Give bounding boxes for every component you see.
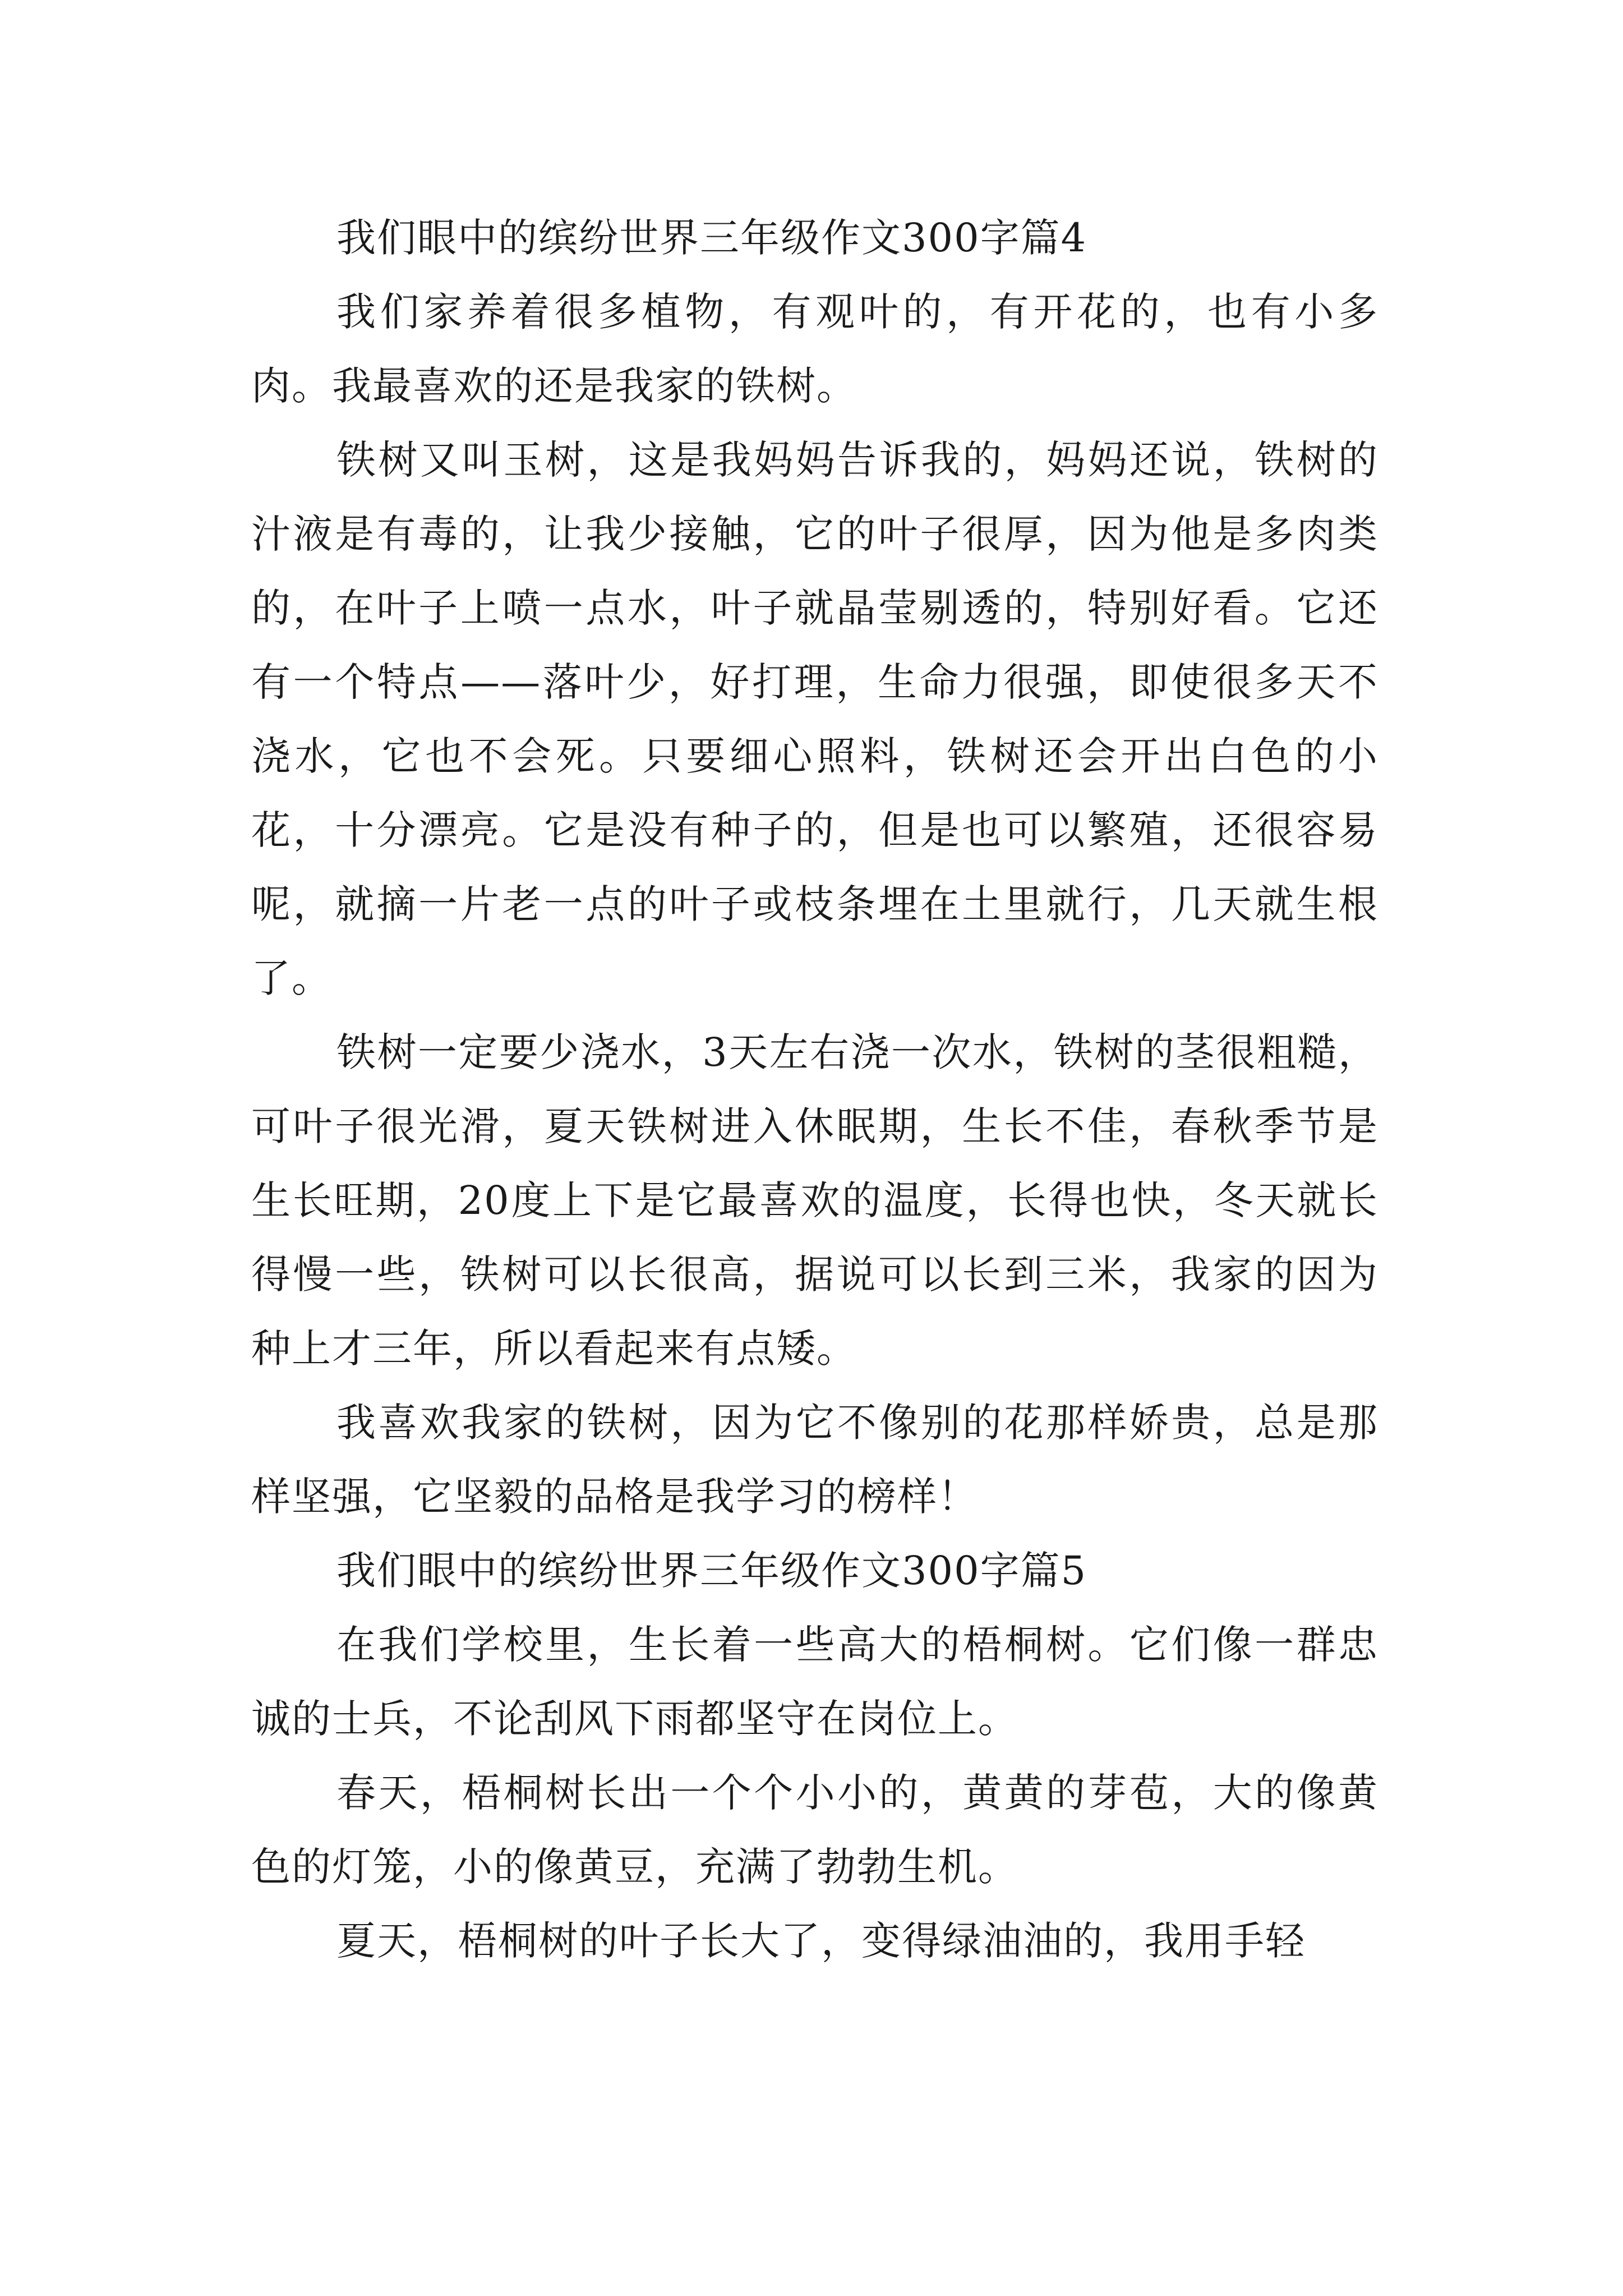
paragraph: 我喜欢我家的铁树，因为它不像别的花那样娇贵，总是那样坚强，它坚毅的品格是我学习的榜样！ xyxy=(251,1400,1378,1520)
paragraph: 铁树一定要少浇水，3天左右浇一次水，铁树的茎很粗糙，可叶子很光滑，夏天铁树进入休眠期，生长不佳，春秋季节是生长旺期，20度上下是它最喜欢的温度，长得也快，冬天就长得慢一些，铁树可以长很高，据说可以长到三米，我家的因为种上才三年，所以看起来有点矮。 xyxy=(251,1029,1378,1372)
paragraph: 我们家养着很多植物，有观叶的，有开花的，也有小多肉。我最喜欢的还是我家的铁树。 xyxy=(251,289,1378,409)
paragraph: 铁树又叫玉树，这是我妈妈告诉我的，妈妈还说，铁树的汁液是有毒的，让我少接触，它的叶子很厚，因为他是多肉类的，在叶子上喷一点水，叶子就晶莹剔透的，特别好看。它还有一个特点——落叶少，好打理，生命力很强，即使很多天不浇水，它也不会死。只要细心照料，铁树还会开出白色的小花，十分漂亮。它是没有种子的，但是也可以繁殖，还很容易呢，就摘一片老一点的叶子或枝条埋在土里就行，几天就生根了。 xyxy=(251,437,1378,1001)
paragraph: 夏天，梧桐树的叶子长大了，变得绿油油的，我用手轻 xyxy=(336,1918,1306,1964)
paragraph: 在我们学校里，生长着一些高大的梧桐树。它们像一群忠诚的士兵，不论刮风下雨都坚守在岗位上。 xyxy=(251,1622,1378,1742)
document-body xyxy=(251,201,1378,1978)
section-heading-4: 我们眼中的缤纷世界三年级作文300字篇4 xyxy=(336,215,1087,261)
paragraph: 春天，梧桐树长出一个个小小的，黄黄的芽苞，大的像黄色的灯笼，小的像黄豆，充满了勃勃生机。 xyxy=(251,1770,1378,1890)
section-heading-5: 我们眼中的缤纷世界三年级作文300字篇5 xyxy=(336,1548,1087,1594)
